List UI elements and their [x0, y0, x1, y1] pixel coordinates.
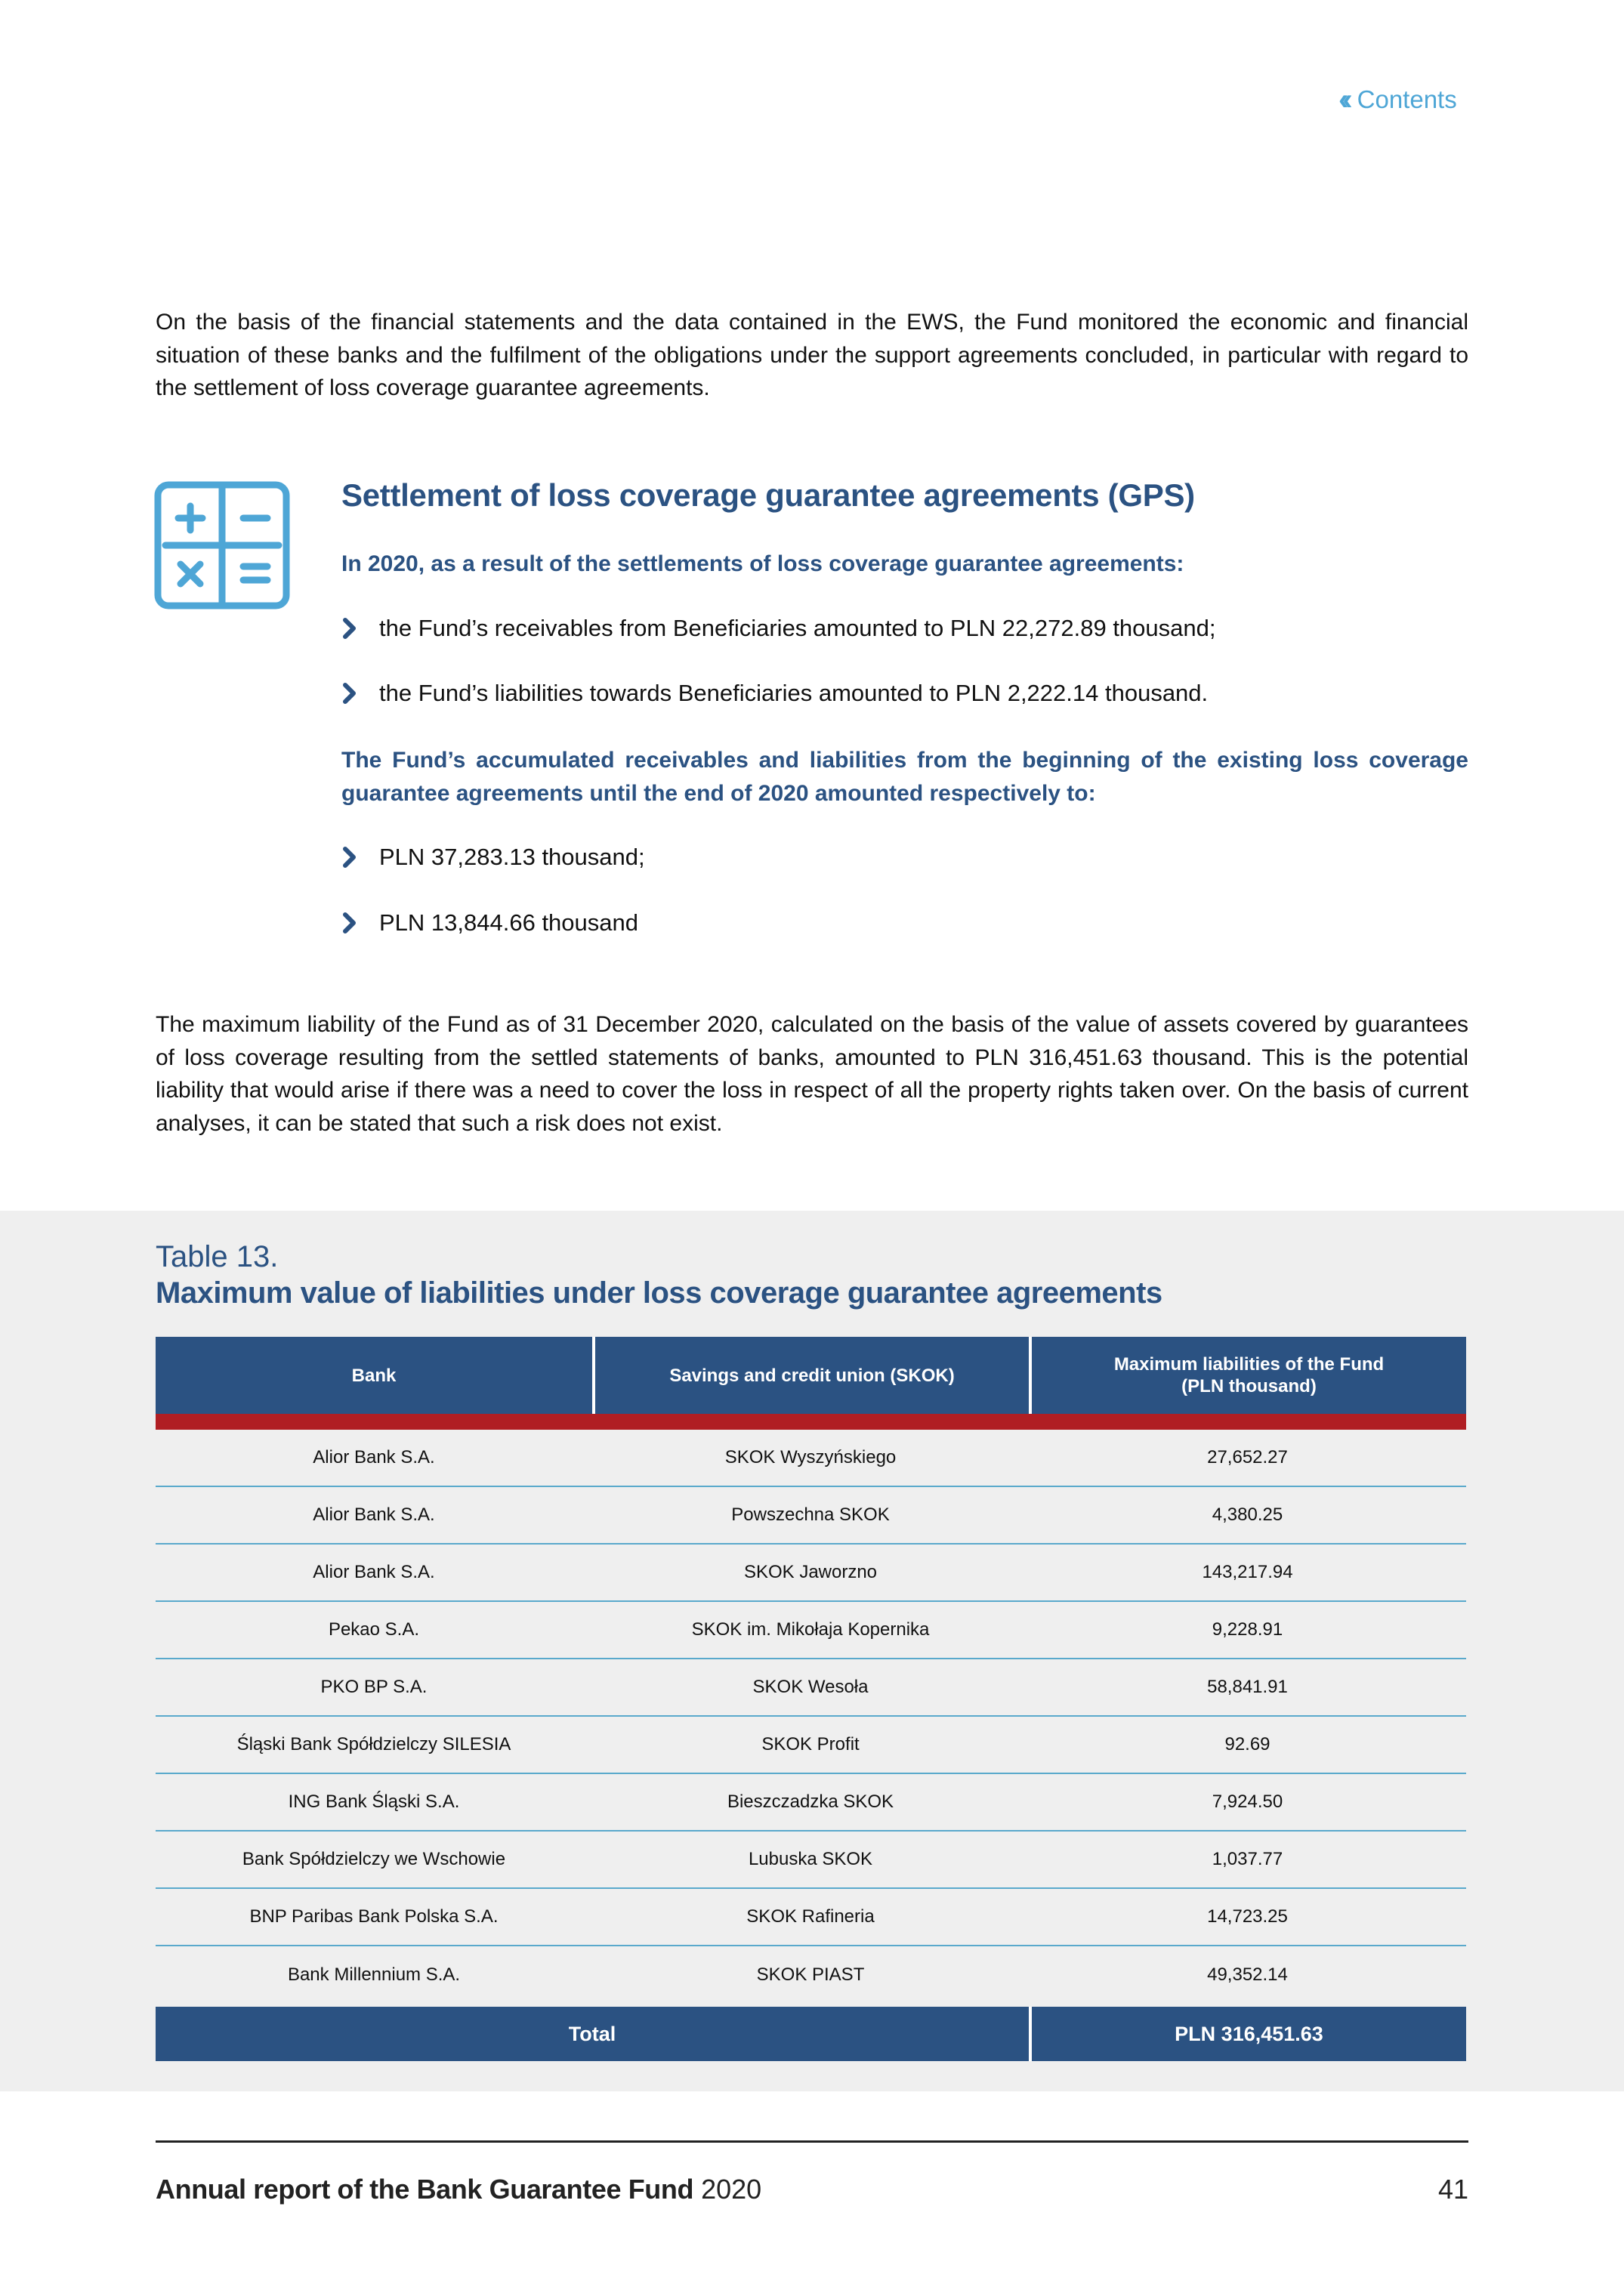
column-header-bank: Bank [156, 1337, 592, 1414]
total-value: PLN 316,451.63 [1029, 2007, 1466, 2061]
list-item [341, 844, 645, 871]
footer-year: 2020 [701, 2174, 762, 2205]
cell-skok: Bieszczadzka SKOK [727, 1791, 894, 1812]
column-header-max-liabilities [1029, 1337, 1466, 1414]
cell-bank: Śląski Bank Spółdzielczy SILESIA [236, 1734, 511, 1754]
table-row [156, 1774, 1466, 1832]
cell-bank: PKO BP S.A. [320, 1677, 428, 1697]
cell-skok: SKOK Wyszyńskiego [724, 1447, 897, 1467]
cell-bank: BNP Paribas Bank Polska S.A. [249, 1906, 499, 1927]
table-row [156, 1946, 1466, 2004]
table-row [156, 1717, 1466, 1774]
cell-max-liability: 58,841.91 [1207, 1677, 1288, 1697]
cell-skok: SKOK Rafineria [746, 1906, 875, 1927]
closing-paragraph: The maximum liability of the Fund as of 31 December 2020, calculated on the basis of the value of assets covered by guarantees of loss coverage resulting from the settled statements of banks, amounted to PLN 316,451.63 thousand. This is the potential liability that would arise if there was a need to cover the loss in respect of all the property rights taken over. On the basis of current analyses, it can be stated that such a risk does not exist. [156, 1012, 1468, 1136]
table-row [156, 1545, 1466, 1602]
cell-bank: Pekao S.A. [328, 1619, 420, 1640]
table-header [156, 1337, 1466, 1414]
double-chevron-left-icon: ‹‹ [1338, 83, 1347, 116]
list-item-text: the Fund’s receivables from Beneficiaries amounted to PLN 22,272.89 thousand; [379, 615, 1216, 641]
cell-skok: Powszechna SKOK [731, 1504, 890, 1525]
cell-max-liability: 14,723.25 [1207, 1906, 1288, 1927]
cell-bank: Bank Millennium S.A. [287, 1964, 461, 1985]
liabilities-table [156, 1337, 1466, 2061]
cell-skok: SKOK Wesoła [752, 1677, 869, 1697]
cell-bank: Bank Spółdzielczy we Wschowie [242, 1849, 506, 1869]
chevron-right-icon [341, 682, 358, 705]
cell-max-liability: 143,217.94 [1202, 1562, 1293, 1582]
header-line-2: (PLN thousand) [1181, 1376, 1317, 1396]
cell-skok: Lubuska SKOK [748, 1849, 873, 1869]
table-total-row [156, 2007, 1466, 2061]
chevron-right-icon [341, 846, 358, 869]
footer-divider [156, 2140, 1468, 2143]
column-header-skok: Savings and credit union (SKOK) [592, 1337, 1029, 1414]
cell-bank: Alior Bank S.A. [313, 1562, 435, 1582]
contents-label: Contents [1357, 85, 1457, 113]
table-row [156, 1487, 1466, 1545]
list-item-text: PLN 13,844.66 thousand [379, 909, 638, 936]
calculator-icon [154, 481, 290, 609]
list-item [341, 680, 1208, 707]
section-lead-accumulated: The Fund’s accumulated receivables and liabilities from the beginning of the existing loss coverage guarantee agreements until the end of 2020 amounted respectively to: [341, 748, 1468, 806]
cell-skok: SKOK Jaworzno [743, 1562, 878, 1582]
table-body [156, 1430, 1466, 2004]
list-item-text: the Fund’s liabilities towards Beneficiaries amounted to PLN 2,222.14 thousand. [379, 680, 1209, 706]
footer-report-name: Annual report of the Bank Guarantee Fund [156, 2174, 694, 2205]
cell-bank: Alior Bank S.A. [313, 1447, 435, 1467]
cell-max-liability: 4,380.25 [1212, 1504, 1283, 1525]
header-accent-bar [156, 1414, 1466, 1430]
cell-bank: Alior Bank S.A. [313, 1504, 435, 1525]
cell-max-liability: 7,924.50 [1212, 1791, 1283, 1812]
list-item-text: PLN 37,283.13 thousand; [379, 844, 645, 870]
cell-max-liability: 1,037.77 [1212, 1849, 1283, 1869]
cell-max-liability: 27,652.27 [1207, 1447, 1288, 1467]
list-item [341, 615, 1216, 642]
cell-skok: SKOK PIAST [756, 1964, 865, 1985]
table-number: Table 13. [156, 1240, 279, 1273]
cell-skok: SKOK Profit [761, 1734, 860, 1754]
contents-link[interactable] [1338, 85, 1457, 115]
table-title: Maximum value of liabilities under loss coverage guarantee agreements [156, 1276, 1162, 1310]
header-line-1: Maximum liabilities of the Fund [1113, 1354, 1385, 1375]
chevron-right-icon [341, 912, 358, 934]
cell-bank: ING Bank Śląski S.A. [288, 1791, 460, 1812]
table-row [156, 1889, 1466, 1946]
table-row [156, 1832, 1466, 1889]
table-row [156, 1659, 1466, 1717]
section-title: Settlement of loss coverage guarantee agreements (GPS) [341, 477, 1195, 513]
chevron-right-icon [341, 617, 358, 640]
page-number: 41 [1437, 2174, 1468, 2205]
table-row [156, 1430, 1466, 1487]
list-item [341, 909, 638, 937]
footer-title [156, 2174, 761, 2205]
cell-skok: SKOK im. Mikołaja Kopernika [691, 1619, 930, 1640]
cell-max-liability: 49,352.14 [1207, 1964, 1288, 1985]
section-lead: In 2020, as a result of the settlements of loss coverage guarantee agreements: [341, 551, 1184, 576]
table-row [156, 1602, 1466, 1659]
intro-paragraph: On the basis of the financial statements and the data contained in the EWS, the Fund monitored the economic and financial situation of these banks and the fulfilment of the obligations under the support agreements concluded, in particular with regard to the settlement of loss coverage guarantee agreements. [156, 310, 1468, 400]
total-label: Total [156, 2007, 1029, 2061]
cell-max-liability: 9,228.91 [1212, 1619, 1283, 1640]
cell-max-liability: 92.69 [1224, 1734, 1270, 1754]
